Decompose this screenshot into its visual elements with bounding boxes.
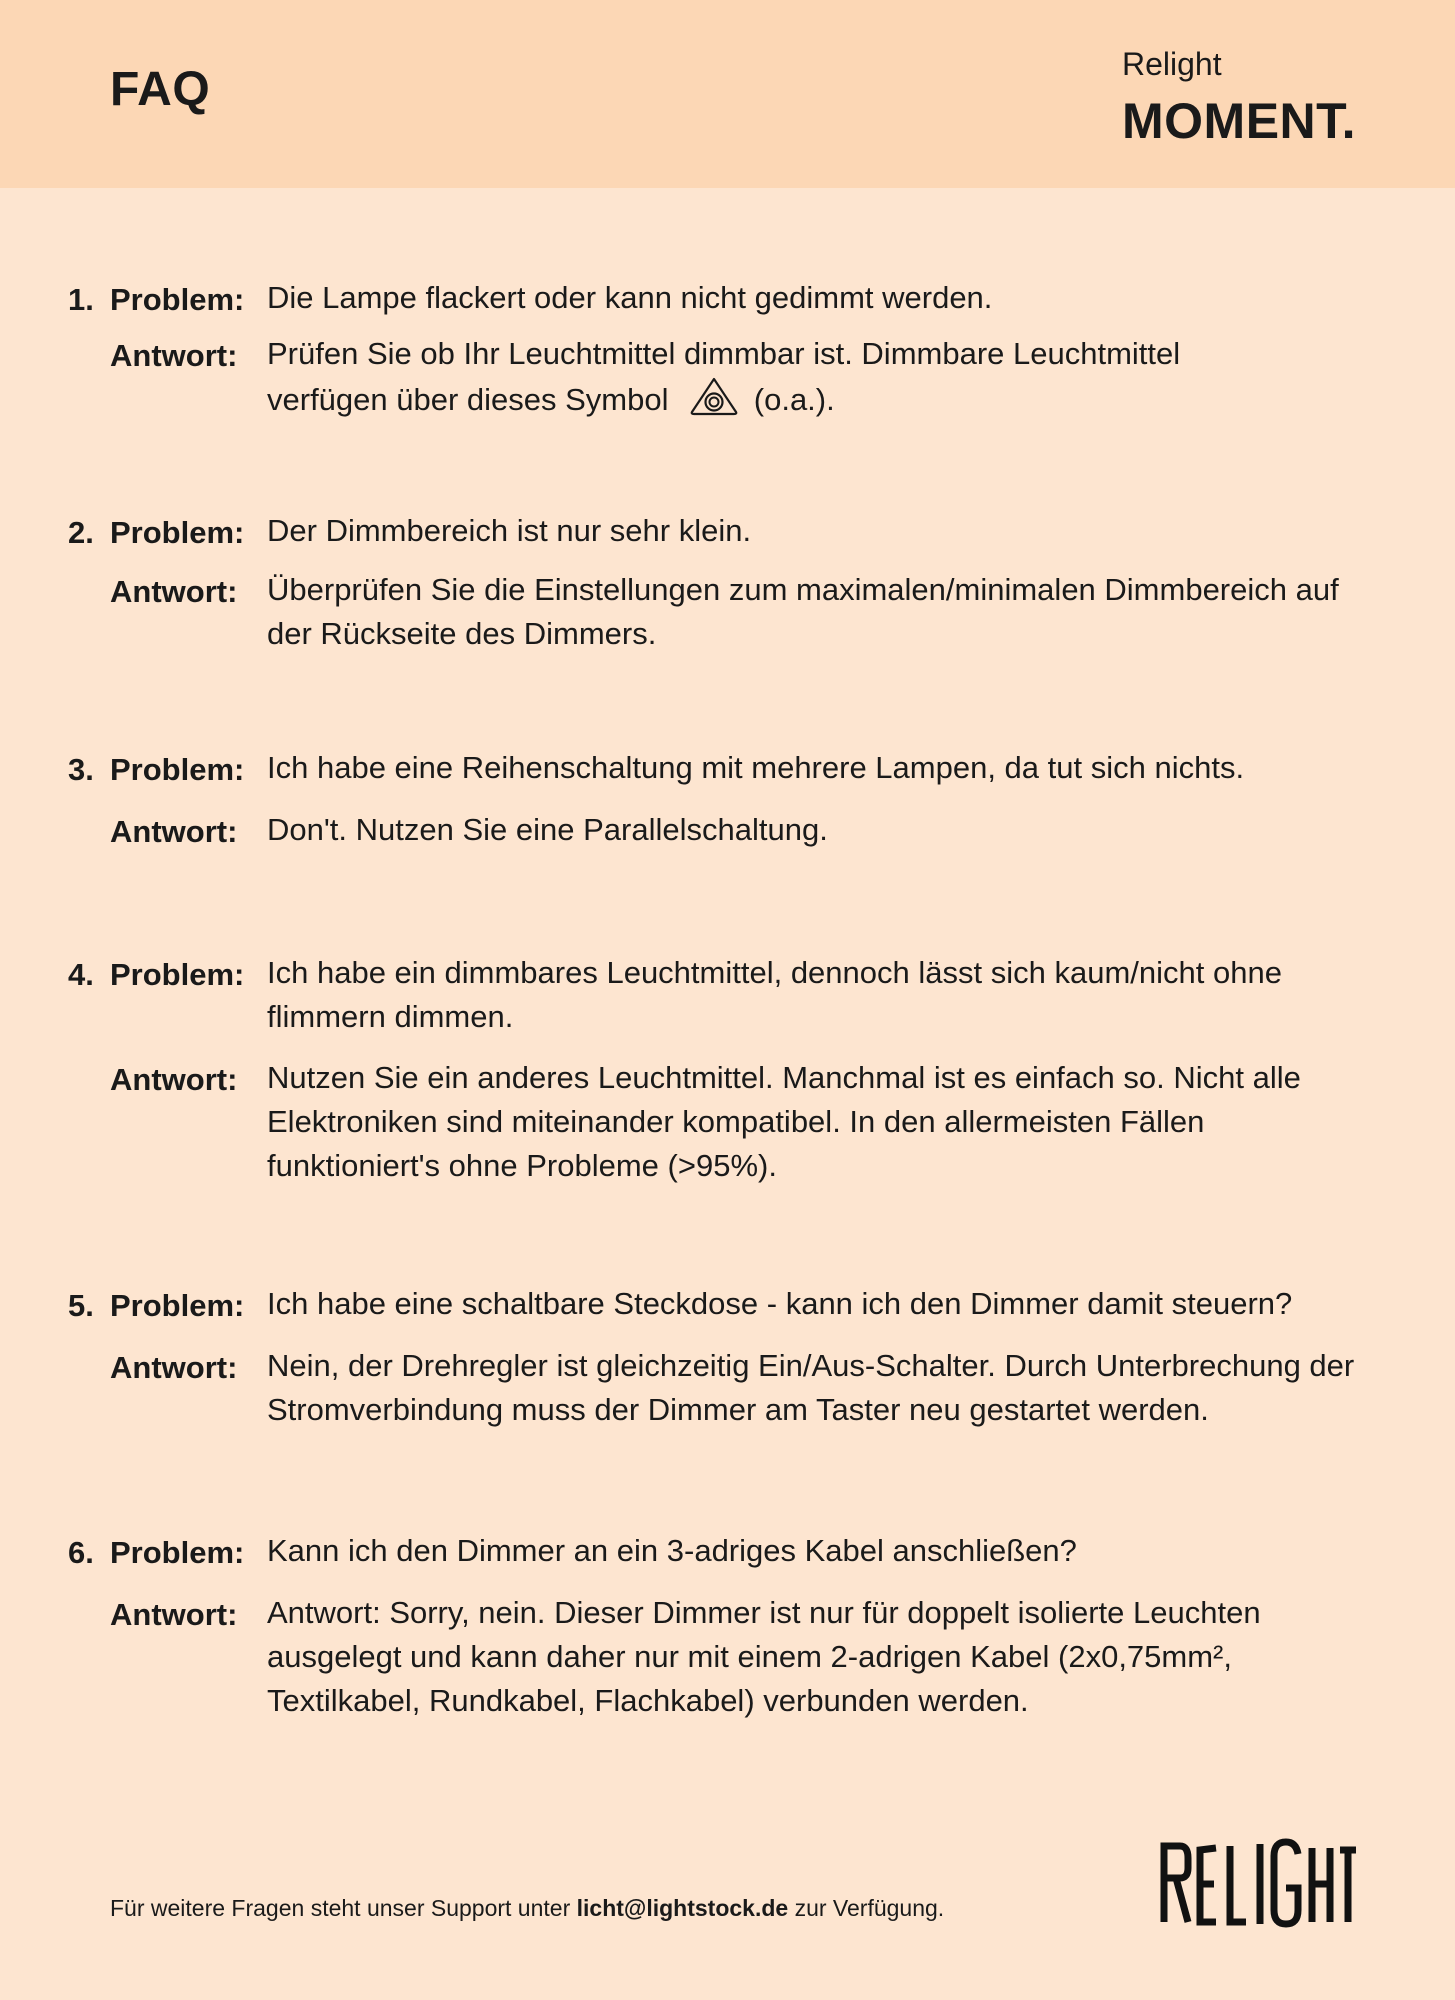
answer-text: Nutzen Sie ein anderes Leuchtmittel. Manchmal ist es einfach so. Nicht alle Elektroniken sind miteinander kompatibel. In den allermeisten Fällen funktioniert's ohne Probleme (>95%). <box>267 1060 1301 1183</box>
header-bar <box>0 0 1455 188</box>
relight-logo-icon <box>1158 1838 1358 1933</box>
answer-text <box>267 332 1367 428</box>
answer-label: Antwort: <box>110 574 238 609</box>
problem-label: Problem: <box>110 752 245 787</box>
answer-label: Antwort: <box>110 338 238 373</box>
brand-name: Relight <box>1122 46 1222 82</box>
problem-text: Ich habe ein dimmbares Leuchtmittel, dennoch lässt sich kaum/nicht ohne flimmern dimmen. <box>267 955 1282 1034</box>
faq-number: 3. <box>68 752 94 787</box>
answer-label: Antwort: <box>110 1062 238 1097</box>
answer-line-1: Prüfen Sie ob Ihr Leuchtmittel dimmbar ist. Dimmbare Leuchtmittel <box>267 336 1181 371</box>
problem-text: Kann ich den Dimmer an ein 3-adriges Kabel anschließen? <box>267 1533 1077 1568</box>
faq-number: 5. <box>68 1288 94 1323</box>
problem-text: Die Lampe flackert oder kann nicht gedimmt werden. <box>267 280 993 315</box>
problem-label: Problem: <box>110 515 245 550</box>
answer-text: Don't. Nutzen Sie eine Parallelschaltung. <box>267 812 828 847</box>
problem-text: Ich habe eine schaltbare Steckdose - kann ich den Dimmer damit steuern? <box>267 1286 1293 1321</box>
footer-text-post: zur Verfügung. <box>788 1895 945 1921</box>
answer-label: Antwort: <box>110 814 238 849</box>
support-email-link[interactable]: licht@lightstock.de <box>576 1895 789 1921</box>
page-title: FAQ <box>110 63 211 116</box>
answer-line-2-post: (o.a.). <box>753 382 835 418</box>
problem-label: Problem: <box>110 957 245 992</box>
product-name: MOMENT. <box>1122 93 1357 149</box>
footer-text-pre: Für weitere Fragen steht unser Support unter <box>110 1895 577 1921</box>
answer-line-2-pre: verfügen über dieses Symbol <box>267 382 669 418</box>
answer-label: Antwort: <box>110 1350 238 1385</box>
faq-number: 2. <box>68 515 94 550</box>
answer-label: Antwort: <box>110 1597 238 1632</box>
faq-number: 6. <box>68 1535 94 1570</box>
faq-number: 1. <box>68 282 94 317</box>
answer-text: Nein, der Drehregler ist gleichzeitig Ein/Aus-Schalter. Durch Unterbrechung der Stromverbindung muss der Dimmer am Taster neu gestartet werden. <box>267 1348 1355 1427</box>
answer-text: Antwort: Sorry, nein. Dieser Dimmer ist nur für doppelt isolierte Leuchten ausgelegt und kann daher nur mit einem 2-adrigen Kabel (2x0,75mm², Textilkabel, Rundkabel, Flachkabel) verbunden werden. <box>267 1595 1261 1718</box>
footer-note <box>110 1895 944 1922</box>
faq-number: 4. <box>68 957 94 992</box>
answer-line-2 <box>267 376 1367 428</box>
problem-text: Ich habe eine Reihenschaltung mit mehrere Lampen, da tut sich nichts. <box>267 750 1245 785</box>
problem-text: Der Dimmbereich ist nur sehr klein. <box>267 513 752 548</box>
answer-text: Überprüfen Sie die Einstellungen zum maximalen/minimalen Dimmbereich auf der Rückseite des Dimmers. <box>267 572 1339 651</box>
problem-label: Problem: <box>110 282 245 317</box>
problem-label: Problem: <box>110 1288 245 1323</box>
problem-label: Problem: <box>110 1535 245 1570</box>
dimmable-symbol-icon <box>689 376 739 428</box>
